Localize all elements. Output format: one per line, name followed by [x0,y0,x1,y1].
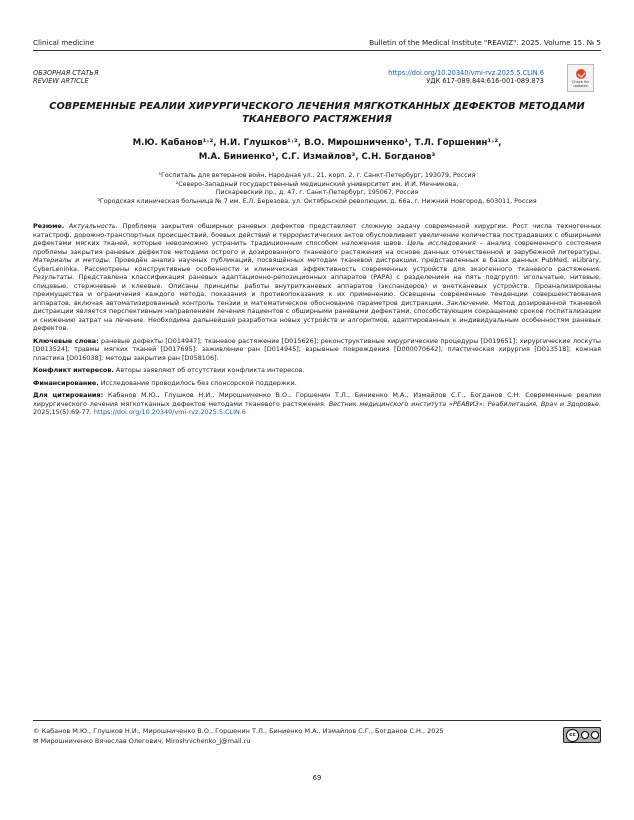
conflict-text: Авторы заявляют об отсутствии конфликта интересов. [115,366,305,374]
methods-text: Проведён анализ научных публикаций, посвящённых методам тканевой дистракции, представленных в базах данных PubMed, eLibrary, CyberLeninka. Рассмотрены конструктивные особенности и клиническая эффективность современных устройств для экзогенного тканевого растяжения. [33,256,602,273]
article-type-ru: ОБЗОРНАЯ СТАТЬЯ [33,69,99,77]
doi-block [388,69,544,85]
citation-doi-link[interactable]: https://doi.org/10.20340/vmi-rvz.2025.5.CLIN.6 [93,408,246,416]
running-header [33,38,601,47]
article-title: СОВРЕМЕННЫЕ РЕАЛИИ ХИРУРГИЧЕСКОГО ЛЕЧЕНИЯ МЯГКОТКАННЫХ ДЕФЕКТОВ МЕТОДАМИ ТКАНЕВОГО РАСТЯЖЕНИЯ [49,101,585,125]
funding-label: Финансирование. [33,378,99,387]
authors-line-2: М.А. Биниенко¹, С.Г. Измайлов³, С.Н. Богданов³ [198,152,436,162]
aim-label: Цель исследования [407,239,476,247]
check-for-updates-badge[interactable] [567,64,594,92]
article-type [33,69,99,85]
header-journal: Bulletin of the Medical Institute "REAVIZ". 2025. Volume 15. № 5 [369,38,601,47]
abstract [33,222,601,333]
results-text: Представлена классификация раневых адаптационно-репозиционных аппаратов (РАРА) с разделением на пять подгрупп: игольчатые, нитевые, спицевые, стержневые и клеевые. Описаны принципы работы внутритканевых аппаратов (экспандеров) и внетканевых устройств. Проанализированы преимущества и ограничения каждого метода, показания и противопоказания к их применению. Освещены современные тенденции совершенствования аппаратов, включая автоматизированный контроль тензии и математическое обоснование параметров дистракции. [33,273,601,307]
methods-label: Материалы и методы. [33,256,111,264]
funding-text: Исследование проводилось без спонсорской поддержки. [100,378,297,387]
footer-info [33,727,444,746]
affiliation-1: ¹Госпиталь для ветеранов войн, Народная ул., 21, корп. 2, г. Санкт-Петербург, 193079, Россия [158,172,476,179]
copyright: © Кабанов М.Ю., Глушков Н.И., Мирошниченко В.О., Горшенин Т.Л., Биниенко М.А., Измайлов С.Г., Богданов С.Н., 2025 [33,727,444,735]
keywords-label: Ключевые слова: [33,336,99,345]
affiliations [30,172,604,206]
authors-line-1: М.Ю. Кабанов¹˒², Н.И. Глушков¹˒², В.О. Мирошниченко¹, Т.Л. Горшенин¹˒², [132,138,502,148]
relevance-text: Проблема закрытия обширных раневых дефектов представляет сложную задачу современной хирургии. Рост числа техногенных катастроф, дорожно-транспортных происшествий, боевых действий и террористических актов обусловливает увеличение количества пострадавших с обширными дефектами мягких тканей, которые невозможно устранить традиционным способом наложения швов. [33,222,602,247]
abstract-label: Резюме. [33,222,65,230]
noncommercial-icon [591,731,599,739]
corresponding-author: ✉ Мирошниченко Вячеслав Олегович, Miroshnichenko_j@mail.ru [33,736,251,745]
affiliation-3: ³Городская клиническая больница № 7 им. Е.Л. Березова, ул. Октябрьской революции, д. 66а, г. Нижний Новгород, 603011, Россия [97,197,537,205]
keywords-text: раневые дефекты [D014947]; тканевое растяжение [D015626]; реконструктивные хирургические процедуры [D019651]; хирургические лоскуты [D013524]; травмы мягких тканей [D017695]; заживление ран [D014945]; взрывные повреждения [D000070642]; пластическая хирургия [D013518]; кожная пластика [D016038]; методы закрытия ран [D058106]. [33,336,601,362]
conclusion-text: Метод дозированной тканевой дистракции является перспективным направлением лечения пациентов с обширными раневыми дефектами, способствующим сокращению сроков госпитализации и снижению затрат на лечение. Необходима дальнейшая разработка новых устройств и алгоритмов, адаптированных к индивидуальным особенностям раневых дефектов. [33,298,602,332]
badge-label: Check for updates [571,79,590,88]
article-type-en: REVIEW ARTICLE [33,77,89,86]
results-label: Результаты. [33,273,75,281]
affiliation-2: ²Северо-Западный государственный медицинский университет им. И.И. Мечникова, [175,180,459,188]
conclusion-label: Заключение. [446,298,491,307]
relevance-label: Актуальность. [68,222,118,230]
header-divider [33,50,601,51]
author-list [40,136,594,164]
aim-text: – анализ современного состояния проблемы закрытия раневых дефектов методами острого и дозированного тканевого растяжения на основе данных отечественной и зарубежной литературы. [33,239,601,256]
funding [33,379,601,388]
page-number: 69 [312,774,322,782]
cc-license-badge[interactable] [563,727,601,743]
checkmark-icon [576,69,586,79]
citation-tail: 2025;15(5):69-77. [33,408,92,416]
cc-icon: cc [566,729,579,742]
conflict-of-interest [33,366,601,375]
article-body [33,222,601,421]
doi-link[interactable]: https://doi.org/10.20340/vmi-rvz.2025.5.CLIN.6 [388,69,544,77]
conflict-label: Конфликт интересов. [33,366,114,374]
affiliation-2-address: Пискаревский пр., д. 47, г. Санкт-Петербург, 195067, Россия [215,189,419,197]
footer-divider [33,720,601,721]
attribution-icon [581,731,589,739]
udc-code: УДК 617-089.844:616-001-089.873 [426,77,544,86]
citation-text: Кабанов М.Ю., Глушков Н.И., Мирошниченко В.О., Горшенин Т.Л., Биниенко М.А., Измайлов С.Г., Богданов С.Н. Современные реалии хирургического лечения мягкотканных дефектов методами тканевого растяжения. [33,391,602,408]
keywords [33,337,601,363]
citation [33,391,601,417]
header-section: Clinical medicine [33,38,95,47]
citation-journal: Вестник медицинского института «РЕАВИЗ»: Реабилитация, Врач и Здоровье. [328,399,602,408]
citation-label: Для цитирования: [33,391,104,399]
